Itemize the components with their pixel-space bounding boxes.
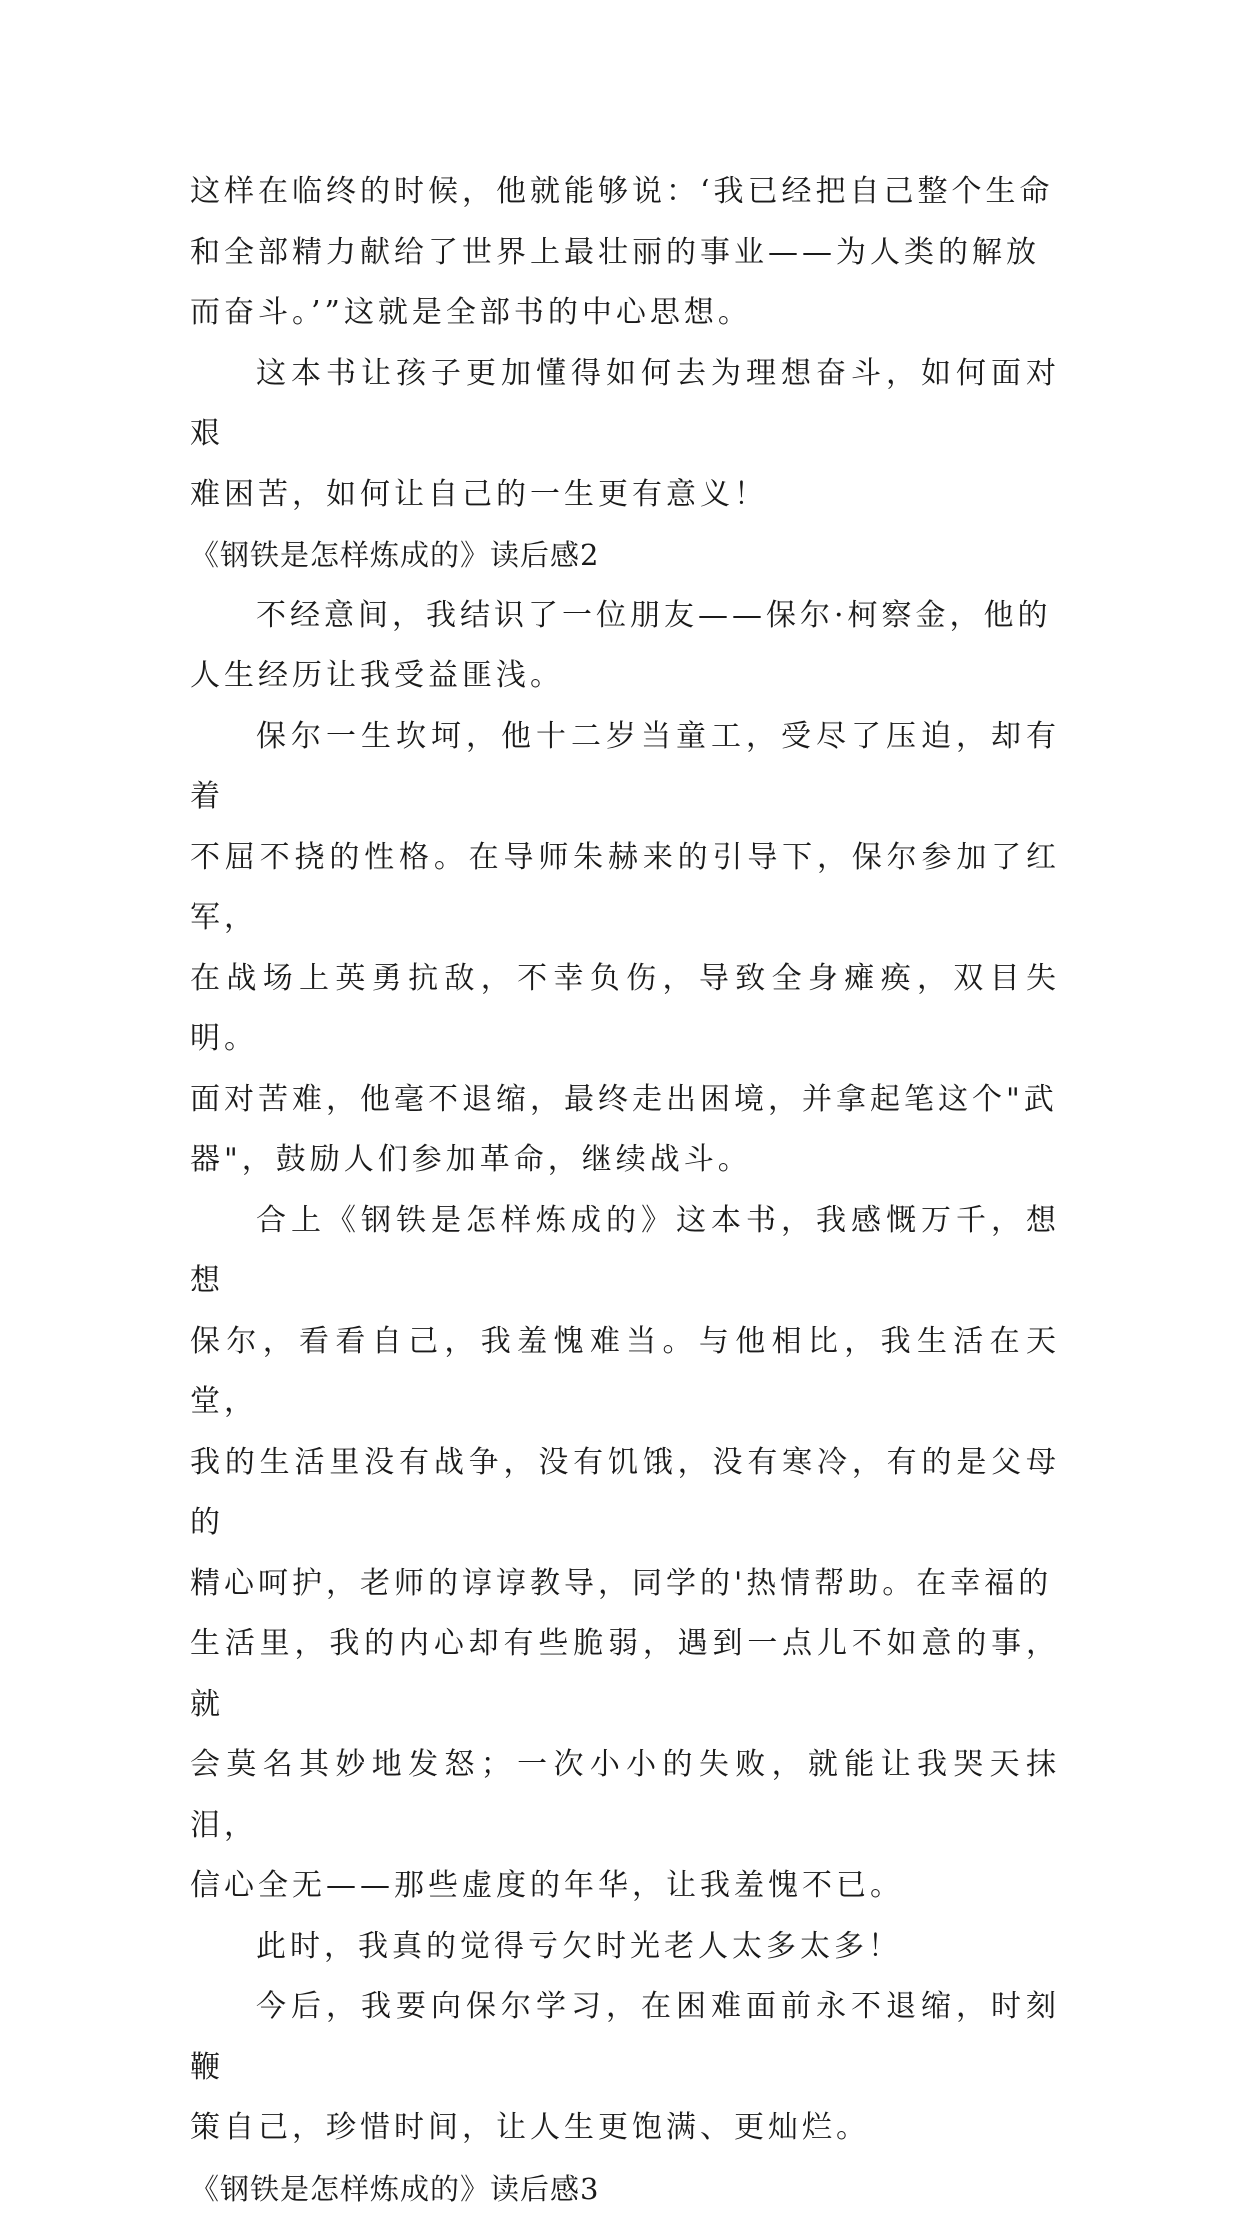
paragraph: 这本书让孩子更加懂得如何去为理想奋斗，如何面对艰 难困苦，如何让自己的一生更有意义！ bbox=[190, 344, 1060, 526]
paragraph: 合上《钢铁是怎样炼成的》这本书，我感慨万千，想想 保尔，看看自己，我羞愧难当。与他相比，我生活在天堂， 我的生活里没有战争，没有饥饿，没有寒冷，有的是父母的 精心呵护，老师的谆谆教导，同学的'热情帮助。在幸福的 生活里，我的内心却有些脆弱，遇到一点儿不如意的事，就 会莫名其妙地发怒；一次小小的失败，就能让我哭天抹泪， 信心全无——那些虚度的年华，让我羞愧不已。 bbox=[190, 1191, 1060, 1917]
paragraph: 此时，我真的觉得亏欠时光老人太多太多！ bbox=[190, 1917, 1060, 1978]
paragraph: 今后，我要向保尔学习，在困难面前永不退缩，时刻鞭 策自己，珍惜时间，让人生更饱满、更灿烂。 bbox=[190, 1977, 1060, 2159]
section-heading: 《钢铁是怎样炼成的》读后感2 bbox=[190, 525, 1060, 586]
document-body bbox=[190, 162, 1060, 2219]
paragraph-continued: 这样在临终的时候，他就能够说：‘我已经把自己整个生命 和全部精力献给了世界上最壮丽的事业——为人类的解放 而奋斗。’”这就是全部书的中心思想。 bbox=[190, 162, 1060, 344]
section-heading: 《钢铁是怎样炼成的》读后感3 bbox=[190, 2159, 1060, 2219]
paragraph: 保尔一生坎坷，他十二岁当童工，受尽了压迫，却有着 不屈不挠的性格。在导师朱赫来的引导下，保尔参加了红军， 在战场上英勇抗敌，不幸负伤，导致全身瘫痪，双目失明。 面对苦难，他毫不退缩，最终走出困境，并拿起笔这个"武 器"，鼓励人们参加革命，继续战斗。 bbox=[190, 707, 1060, 1191]
paragraph: 不经意间，我结识了一位朋友——保尔·柯察金，他的 人生经历让我受益匪浅。 bbox=[190, 586, 1060, 707]
